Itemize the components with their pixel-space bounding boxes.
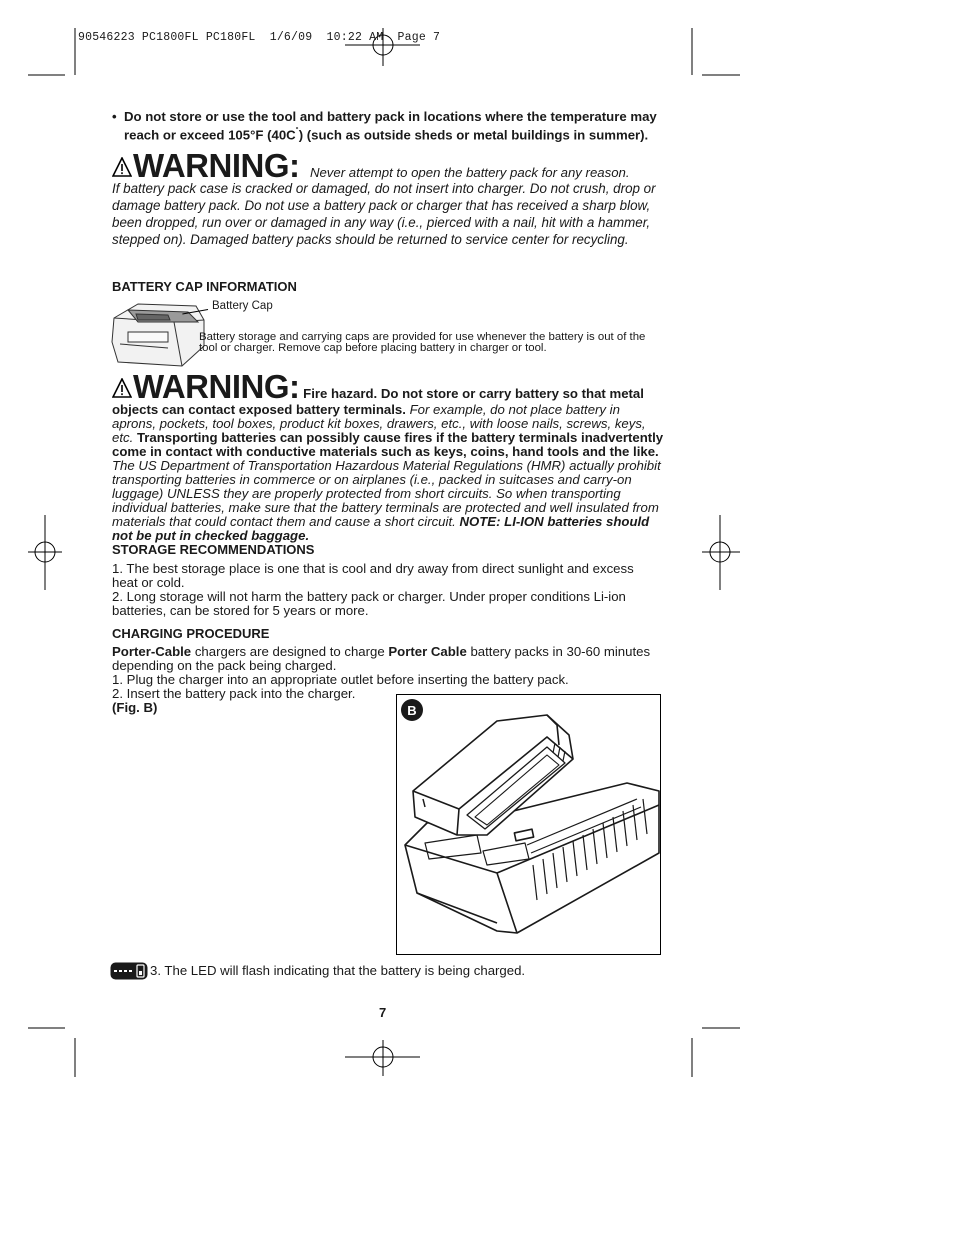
warning2-note: NOTE: LI-ION batteries should not be put in checked baggage. bbox=[112, 514, 650, 543]
warning1-body: If battery pack case is cracked or damaged, do not insert into charger. Do not crush, drop or damage battery pack. Do not use a battery pack or charger that has received a sharp blow, been dropped, run over or damaged in any way (i.e., pierced with a nail, hit with a hammer, stepped on). Damaged battery packs should be returned to service center for recycling. bbox=[112, 181, 656, 247]
battery-cap-callout: Battery Cap bbox=[212, 300, 273, 312]
bullet-text: Do not store or use the tool and battery pack in locations where the temperature may reach or exceed 105°F (40C bbox=[124, 109, 657, 143]
charging-step-2: 2. Insert the battery pack into the charger. bbox=[112, 686, 356, 701]
storage-heading: STORAGE RECOMMENDATIONS bbox=[112, 542, 315, 557]
page-number: 7 bbox=[379, 1005, 387, 1020]
charging-intro bbox=[112, 645, 652, 673]
charger-with-battery-icon bbox=[397, 695, 660, 954]
battery-cap-heading: BATTERY CAP INFORMATION bbox=[112, 279, 297, 294]
warning-triangle-icon bbox=[112, 378, 132, 398]
charging-intro-end: battery packs in 30-60 minutes depending on the pack being charged. bbox=[112, 644, 651, 673]
warning2-italic2: The US Department of Transportation Hazardous Material Regulations (HMR) actually prohibit transporting batteries in commerce or on airplanes (i.e., packed in suitcases and carry-on luggage) UNLESS they are properly protected from short circuits. So when transporting individual batteries, make sure that the battery terminals are protected and well insulated from materials that could contact them and cause a short circuit. bbox=[112, 458, 661, 529]
storage-item-2: 2. Long storage will not harm the battery pack or charger. Under proper conditions Li-ion batteries, can be stored for 5 years or more. bbox=[112, 589, 626, 618]
led-flashing-icon bbox=[110, 962, 148, 980]
brand-porter-cable-1: Porter-Cable bbox=[112, 644, 192, 659]
warning-triangle-icon bbox=[112, 157, 132, 177]
warning2-italic1: For example, do not place battery in aprons, pockets, tool boxes, product kit boxes, drawers, etc., with loose nails, screws, keys, etc. bbox=[112, 402, 646, 445]
temperature-bullet bbox=[112, 110, 657, 142]
warning1-first-line: Never attempt to open the battery pack for any reason. bbox=[309, 165, 630, 180]
brand-porter-cable-2: Porter Cable bbox=[388, 644, 467, 659]
bullet-marker: • bbox=[112, 109, 117, 124]
led-indicator bbox=[110, 962, 148, 980]
warning-battery-open bbox=[112, 149, 664, 248]
battery-cap-illustration bbox=[108, 298, 212, 370]
figure-b bbox=[396, 694, 661, 955]
warning-fire-hazard bbox=[112, 370, 667, 543]
bullet-text-end: ) (such as outside sheds or metal buildings in summer). bbox=[298, 127, 649, 143]
battery-cap-text: Battery storage and carrying caps are provided for use whenever the battery is out of the tool or charger. Remove cap before placing battery in charger or tool. bbox=[199, 331, 646, 354]
figure-label: B bbox=[401, 699, 423, 721]
storage-item-1: 1. The best storage place is one that is cool and dry away from direct sunlight and excess heat or cold. bbox=[112, 561, 634, 590]
warning2-bold1: Fire hazard. Do not store or carry battery so that metal objects can contact exposed battery terminals. bbox=[112, 386, 644, 417]
warning-word: WARNING: bbox=[133, 147, 300, 184]
warning2-bold2: Transporting batteries can possibly cause fires if the battery terminals inadvertently come in contact with conductive materials such as keys, coins, hand tools and the like. bbox=[112, 430, 664, 459]
battery-cap-icon bbox=[108, 298, 212, 370]
warning-word: WARNING: bbox=[133, 368, 300, 405]
fig-b-reference: (Fig. B) bbox=[112, 700, 158, 715]
bullet-degree: ˚ bbox=[295, 126, 299, 136]
charging-heading: CHARGING PROCEDURE bbox=[112, 626, 270, 641]
print-slug: 90546223 PC1800FL PC180FL 1/6/09 10:22 AM Page 7 bbox=[78, 31, 441, 44]
charging-intro-mid: chargers are designed to charge bbox=[194, 644, 385, 659]
charging-step-3: 3. The LED will flash indicating that the battery is being charged. bbox=[150, 963, 526, 978]
charging-step-1: 1. Plug the charger into an appropriate outlet before inserting the battery pack. bbox=[112, 672, 569, 687]
